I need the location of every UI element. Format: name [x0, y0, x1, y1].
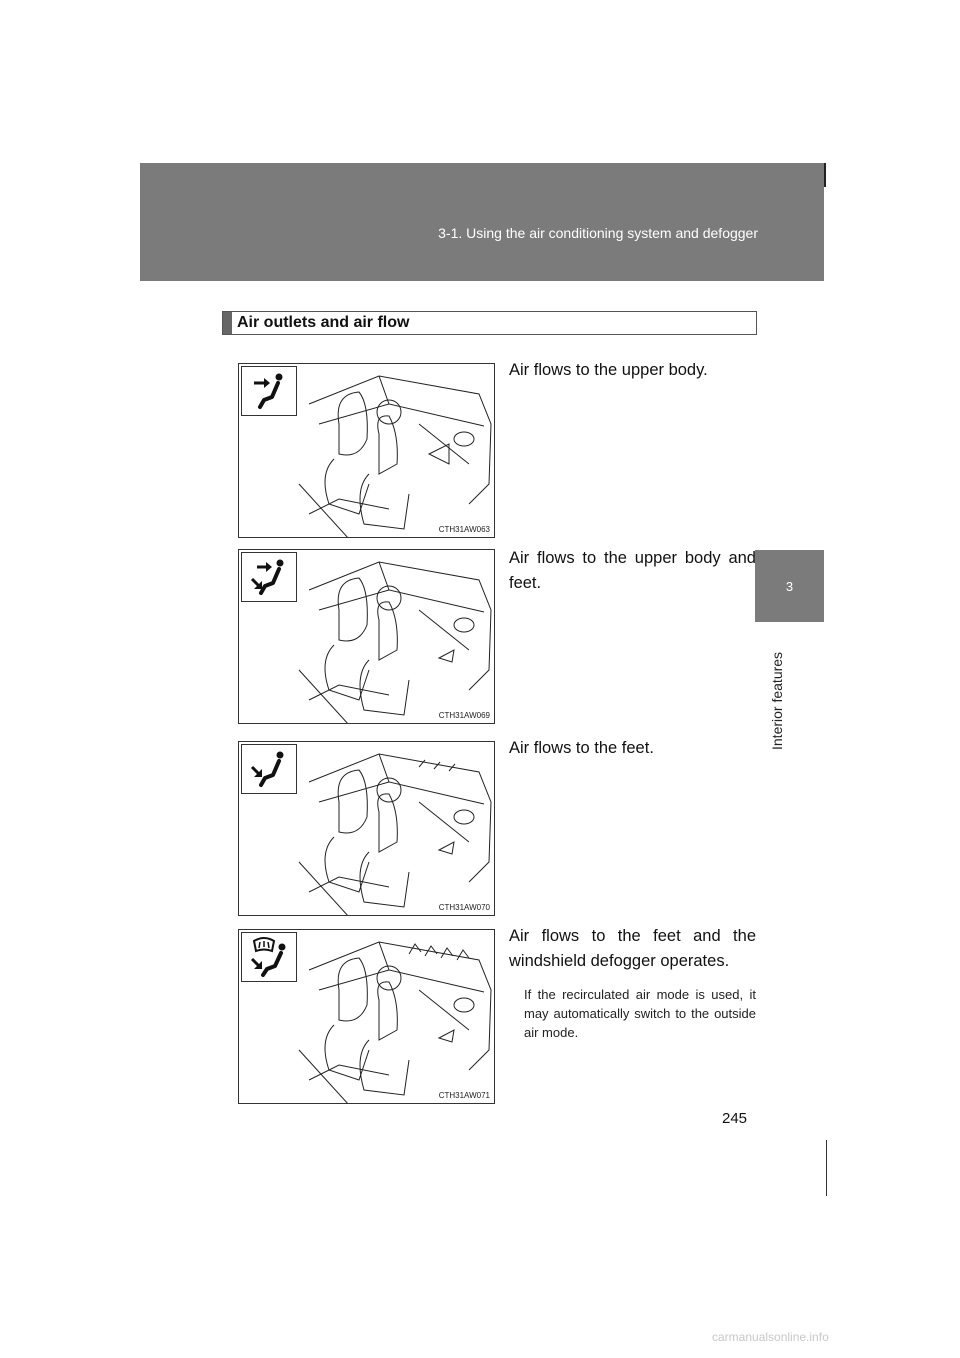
- figure-code: CTH31AW063: [438, 525, 490, 534]
- section-heading: [222, 311, 757, 335]
- section-heading-text: Air outlets and air flow: [237, 314, 410, 331]
- mode-description: Air flows to the feet.: [509, 739, 654, 757]
- airflow-figure-feet: [238, 741, 495, 916]
- foot-defrost-mode-icon: [241, 932, 297, 982]
- header-title: 3-1. Using the air conditioning system and defogger: [438, 225, 758, 241]
- heading-bar: [223, 312, 232, 334]
- chapter-header: [140, 163, 824, 281]
- figure-code: CTH31AW070: [438, 903, 490, 912]
- margin-rule: [826, 1140, 827, 1196]
- header-corner-mark: [824, 163, 826, 187]
- mode-description: Air flows to the feet and the windshield defogger operates.: [509, 927, 756, 970]
- mode-note: If the recirculated air mode is used, it may automatically switch to the outside air mode.: [524, 987, 756, 1040]
- foot-vent-mode-icon: [241, 744, 297, 794]
- figure-code: CTH31AW069: [438, 711, 490, 720]
- figure-code: CTH31AW071: [438, 1091, 490, 1100]
- face-vent-mode-icon: [241, 366, 297, 416]
- bi-level-vent-mode-icon: [241, 552, 297, 602]
- airflow-figure-feet-defrost: [238, 929, 495, 1104]
- airflow-figure-face: [238, 363, 495, 538]
- chapter-tab: [755, 550, 824, 622]
- chapter-label: Interior features: [769, 651, 785, 750]
- airflow-figure-bilevel: [238, 549, 495, 724]
- watermark: carmanualsonline.info: [712, 1330, 829, 1344]
- chapter-number: 3: [785, 579, 794, 594]
- page-number: 245: [722, 1110, 748, 1127]
- mode-description: Air flows to the upper body.: [509, 361, 708, 379]
- mode-description: Air flows to the upper body and feet.: [509, 549, 756, 592]
